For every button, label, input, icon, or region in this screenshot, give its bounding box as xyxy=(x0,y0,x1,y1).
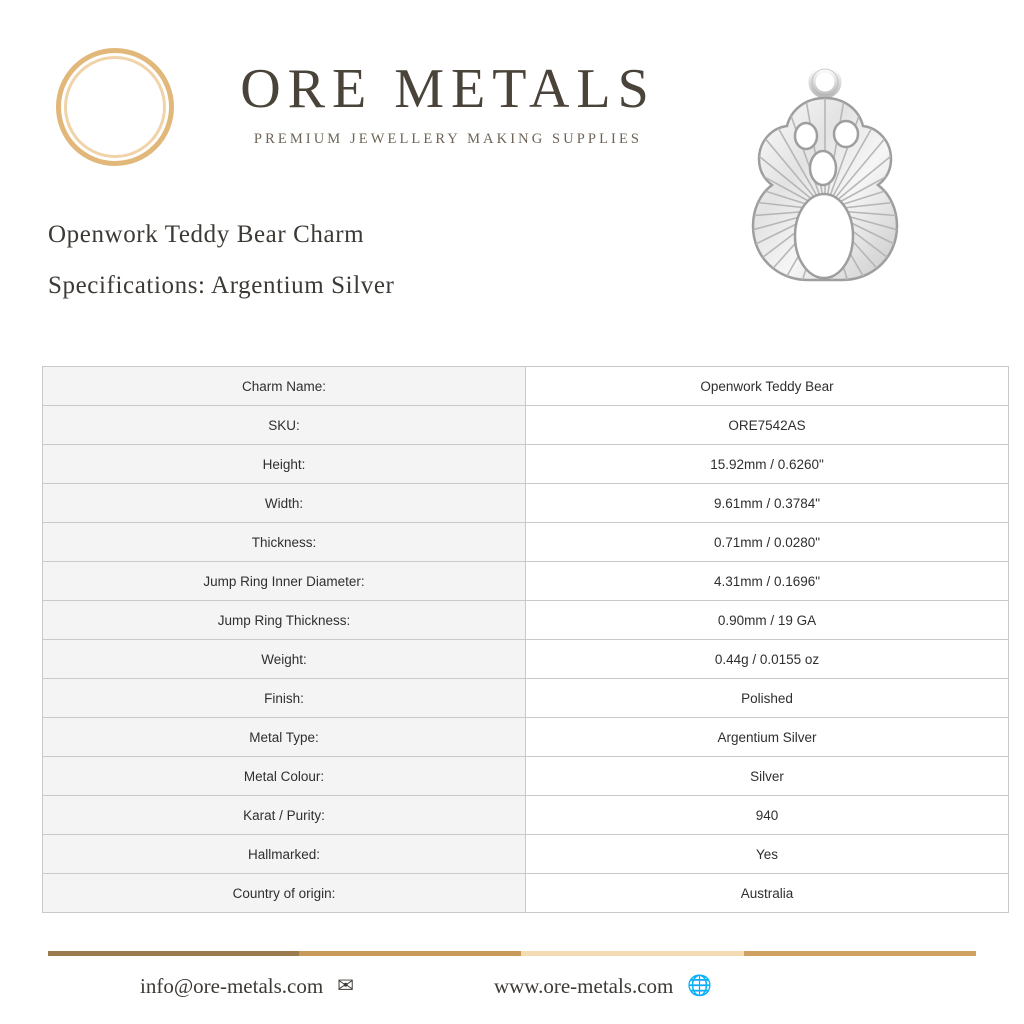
spec-label: SKU: xyxy=(43,406,526,445)
spec-value: Australia xyxy=(526,874,1009,913)
divider-segment-2 xyxy=(299,951,522,956)
spec-label: Country of origin: xyxy=(43,874,526,913)
page-title: Openwork Teddy Bear Charm xyxy=(48,221,365,248)
table-row xyxy=(43,523,1009,562)
circle-ring-inner-icon xyxy=(64,56,166,158)
spec-label: Metal Type: xyxy=(43,718,526,757)
table-row xyxy=(43,835,1009,874)
divider-segment-4 xyxy=(744,951,976,956)
table-row xyxy=(43,796,1009,835)
envelope-icon: ✉ xyxy=(337,975,354,997)
spec-value: Yes xyxy=(526,835,1009,874)
footer-email-text: info@ore-metals.com xyxy=(140,973,324,998)
globe-icon: 🌐 xyxy=(687,975,713,997)
spec-value: Silver xyxy=(526,757,1009,796)
table-row xyxy=(43,679,1009,718)
specification-table xyxy=(42,366,1009,913)
table-row xyxy=(43,484,1009,523)
spec-table-body xyxy=(43,367,1009,913)
spec-label: Jump Ring Inner Diameter: xyxy=(43,562,526,601)
spec-label: Metal Colour: xyxy=(43,757,526,796)
page-subtitle: Specifications: Argentium Silver xyxy=(48,272,395,299)
brand-header xyxy=(48,34,708,174)
divider-segment-3 xyxy=(521,951,744,956)
table-row xyxy=(43,406,1009,445)
spec-value: 0.90mm / 19 GA xyxy=(526,601,1009,640)
spec-value: 15.92mm / 0.6260" xyxy=(526,445,1009,484)
spec-value: Argentium Silver xyxy=(526,718,1009,757)
spec-label: Jump Ring Thickness: xyxy=(43,601,526,640)
table-row xyxy=(43,874,1009,913)
table-row xyxy=(43,367,1009,406)
spec-label: Charm Name: xyxy=(43,367,526,406)
spec-value: 9.61mm / 0.3784" xyxy=(526,484,1009,523)
spec-label: Width: xyxy=(43,484,526,523)
table-row xyxy=(43,445,1009,484)
footer xyxy=(48,958,976,1014)
spec-value: 0.44g / 0.0155 oz xyxy=(526,640,1009,679)
spec-value: Polished xyxy=(526,679,1009,718)
spec-label: Karat / Purity: xyxy=(43,796,526,835)
spec-label: Height: xyxy=(43,445,526,484)
footer-website[interactable] xyxy=(494,974,712,999)
table-row xyxy=(43,601,1009,640)
table-row xyxy=(43,640,1009,679)
divider-segment-1 xyxy=(48,951,299,956)
brand-tagline: PREMIUM JEWELLERY MAKING SUPPLIES xyxy=(253,130,643,147)
table-row xyxy=(43,757,1009,796)
spec-label: Finish: xyxy=(43,679,526,718)
spec-label: Weight: xyxy=(43,640,526,679)
table-row xyxy=(43,718,1009,757)
spec-value: ORE7542AS xyxy=(526,406,1009,445)
spec-label: Thickness: xyxy=(43,523,526,562)
spec-label: Hallmarked: xyxy=(43,835,526,874)
footer-website-text: www.ore-metals.com xyxy=(493,973,674,998)
title-block xyxy=(48,222,688,298)
spec-value: 4.31mm / 0.1696" xyxy=(526,562,1009,601)
spec-value: 0.71mm / 0.0280" xyxy=(526,523,1009,562)
spec-value: Openwork Teddy Bear xyxy=(526,367,1009,406)
brand-block xyxy=(188,60,708,148)
footer-email[interactable] xyxy=(140,974,354,999)
spec-value: 940 xyxy=(526,796,1009,835)
product-image xyxy=(700,60,950,320)
table-row xyxy=(43,562,1009,601)
footer-divider xyxy=(48,951,976,956)
brand-name: ORE METALS xyxy=(240,58,656,120)
